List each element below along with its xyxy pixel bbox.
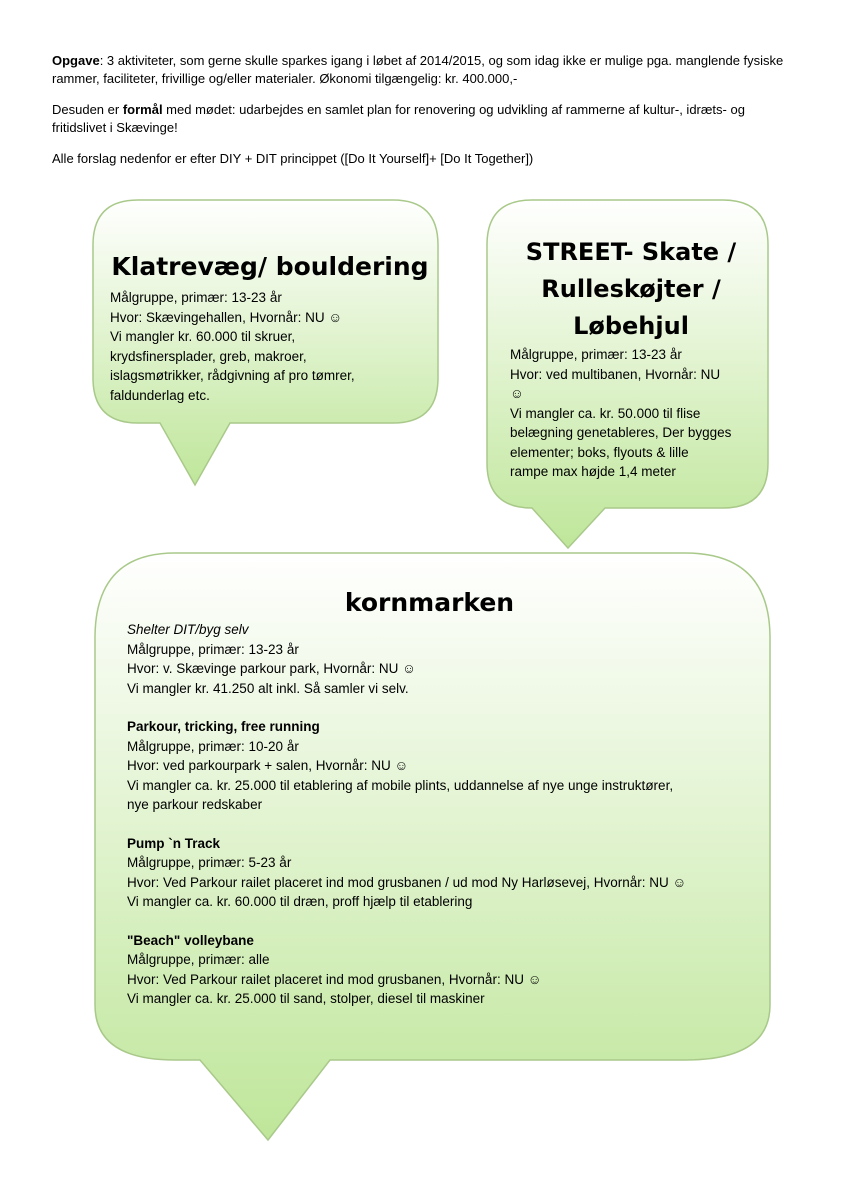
klatre-line: islagsmøtrikker, rådgivning af pro tømrer,	[110, 368, 355, 383]
purpose-text: med mødet: udarbejdes en samlet plan for renovering og udvikling af rammerne af kultur-, idræts- og fritidslivet i Skævinge!	[52, 102, 745, 135]
intro-paragraph-principle: Alle forslag nedenfor er efter DIY + DIT princippet ([Do It Yourself]+ [Do It Together])	[52, 151, 534, 166]
klatre-line: Vi mangler kr. 60.000 til skruer,	[110, 329, 296, 344]
street-line: ☺	[510, 386, 524, 401]
street-line: Vi mangler ca. kr. 50.000 til flise	[510, 405, 701, 421]
klatre-line: faldunderlag etc.	[110, 387, 210, 403]
section-line: Målgruppe, primær: 10-20 år	[127, 738, 299, 754]
klatre-box	[110, 250, 430, 405]
section-line: Hvor: Ved Parkour railet placeret ind mod grusbanen, Hvornår: NU ☺	[127, 971, 542, 987]
kornmarken-box	[127, 586, 762, 1009]
street-title-line: STREET- Skate /	[525, 238, 737, 266]
street-line: belægning genetableres, Der bygges	[510, 425, 732, 440]
section-line: Hvor: Ved Parkour railet placeret ind mod grusbanen / ud mod Ny Harløsevej, Hvornår: NU ☺	[127, 874, 687, 890]
section-line: Vi mangler ca. kr. 25.000 til etablering af mobile plints, uddannelse af nye unge instruktører,	[127, 777, 674, 793]
street-box	[506, 234, 756, 482]
street-title-line: Rulleskøjter /	[541, 275, 721, 303]
street-line: rampe max højde 1,4 meter	[510, 464, 676, 479]
klatre-title: Klatrevæg/ bouldering	[111, 252, 429, 281]
section-heading-pump-track: Pump `n Track	[127, 835, 221, 851]
section-heading-shelter: Shelter DIT/byg selv	[127, 622, 249, 637]
section-heading-parkour: Parkour, tricking, free running	[127, 719, 320, 734]
purpose-pre: Desuden er	[52, 102, 123, 117]
purpose-label: formål	[122, 102, 163, 117]
kornmarken-title: kornmarken	[344, 588, 515, 617]
section-line: Hvor: ved parkourpark + salen, Hvornår: NU ☺	[127, 758, 409, 773]
klatre-line: Hvor: Skævingehallen, Hvornår: NU ☺	[110, 309, 343, 325]
section-line: Vi mangler kr. 41.250 alt inkl. Så samler vi selv.	[127, 680, 409, 696]
task-label: Opgave	[52, 53, 100, 68]
klatre-line: krydsfinersplader, greb, makroer,	[110, 348, 307, 364]
section-line: Hvor: v. Skævinge parkour park, Hvornår: NU ☺	[127, 661, 416, 676]
section-line: Målgruppe, primær: alle	[127, 952, 270, 967]
street-line: Målgruppe, primær: 13-23 år	[510, 347, 682, 362]
section-line: Vi mangler ca. kr. 60.000 til dræn, proff hjælp til etablering	[127, 894, 473, 909]
street-title-line: Løbehjul	[573, 312, 689, 340]
section-line: nye parkour redskaber	[127, 797, 263, 812]
section-line: Målgruppe, primær: 13-23 år	[127, 641, 299, 657]
street-line: elementer; boks, flyouts & lille	[510, 444, 689, 460]
section-line: Målgruppe, primær: 5-23 år	[127, 855, 292, 870]
section-heading-beach-volley: "Beach" volleybane	[127, 932, 254, 948]
klatre-line: Målgruppe, primær: 13-23 år	[110, 290, 282, 305]
street-line: Hvor: ved multibanen, Hvornår: NU	[510, 366, 721, 382]
section-line: Vi mangler ca. kr. 25.000 til sand, stolper, diesel til maskiner	[127, 991, 485, 1006]
task-text: : 3 aktiviteter, som gerne skulle sparkes igang i løbet af 2014/2015, og som idag ikke er mulige pga. manglende fysiske rammer, faciliteter, frivillige og/eller materialer. Økonomi tilgængelig: kr. 400.000,-	[52, 53, 784, 86]
